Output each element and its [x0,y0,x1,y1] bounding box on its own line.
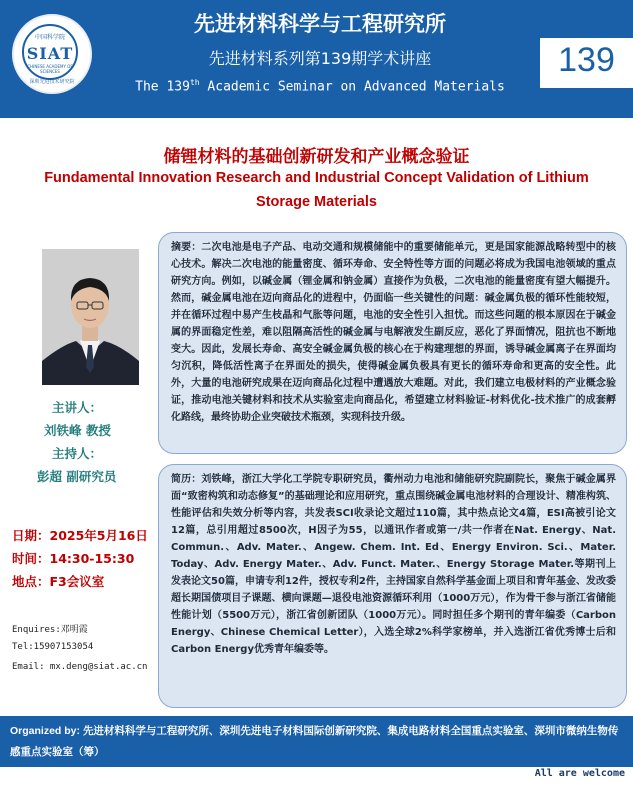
abstract-box [158,232,627,454]
contact-enquires: Enquires:邓明霞 [12,625,88,635]
speaker-photo [42,249,139,385]
logo-name: SIAT [26,44,74,63]
host-label: 主持人： [52,446,103,461]
event-date: 日期：2025年5月16日 [12,528,148,543]
abstract-text: 摘要：二次电池是电子产品、电动交通和规模储能中的重要储能单元，更是国家能源战略转型中的核心技术。解决二次电池的能量密度、循环寿命、安全特性等方面的问题必将成为我国电池领域的重点研究方向。例如，以碱金属（锂金属和钠金属）直接作为负极，二次电池的能量密度有望大幅提升。然而，碱金属电池在迈向商品化的进程中，仍面临一些关键性的问题：碱金属负极的循环性能较短，并在循环过程中易产生枝晶和气胀等问题，电池的安全性引入担忧。而这些问题的根本原因在于碱金属的界面稳定性差，难以阻隔高活性的碱金属与电解液发生副反应，恶化了界面情况，阻抗也不断地变大。因此，发展长寿命、高安全碱金属负极的核心在于构建理想的界面，诱导碱金属离子在界面均匀沉积，降低活性离子在界面处的损失，使得碱金属负极具有更长的循环寿命和更高的安全性。此外，大量的电池研究成果在迈向商品化过程中遭遇放大难题。对此，我们建立电极材料的产业概念验证，推动电池关键材料和技术从实验室走向商品化，希望建立材料验证-材料优化-技术推广的成套孵化路线，最终协助企业突破技术瓶颈，实现科技升级。 [171,242,616,423]
speaker-label: 主讲人： [52,400,103,415]
issue-number-box [540,38,633,88]
english-title: Fundamental Innovation Research and Industrial Concept Validation of Lithium Storage Materials [44,170,589,210]
english-series-title: The 139th Academic Seminar on Advanced Materials [135,78,505,95]
footer-banner [0,716,633,767]
logo-sub-text: CHINESE ACADEMY OF SCIENCES [27,64,73,74]
logo-top-text: 中国科学院 [34,34,65,41]
siat-logo [12,14,92,94]
contact-email: Email: mx.deng@siat.ac.cn [12,662,148,672]
organized-by-label: Organized by: [10,725,83,737]
header-banner [0,0,633,118]
issue-number: 139 [558,41,615,79]
series-title: 先进材料系列第139期学术讲座 [208,49,432,68]
event-time: 时间：14:30-15:30 [12,551,135,566]
speaker-name: 刘铁峰 教授 [44,423,111,438]
contact-tel: Tel:15907153054 [12,642,94,652]
bio-text: 简历：刘铁峰，浙江大学化工学院专职研究员，衢州动力电池和储能研究院副院长，聚焦于碱金属界面“致密构筑和动态修复”的基础理论和应用研究，重点围绕碱金属电池材料的合理设计、精准构筑、性能评估和失效分析等内容，共发表SCI收录论文超过110篇，其中热点论文4篇，ESI高被引论文12篇，总引用超过8500次，H因子为55，以通讯作者或第一/共一作者在Nat. Energy、Nat. Commun.、Adv. Mater.、Angew. Chem. Int. Ed、Energy Environ. Sci.、Mater. Today、Adv. Energy Mater.、Adv. Funct. Mater.、Energy Storage Mater.等期刊上发表论文50篇，申请专利12件，授权专利2件，主持国家自然科学基金面上项目和青年基金、发改委超长期国债项目子课题、横向课题—退役电池资源循环利用（1000万元），作为骨干参与浙江省储能性能计划（5500万元），浙江省创新团队（1000万元）。同时担任多个期刊的青年编委（Carbon Energy、Chinese Chemical Letter），入选全球2%科学家榜单，并入选浙江省优秀博士后和Carbon Energy优秀青年编委等。 [171,474,616,655]
institute-title: 先进材料科学与工程研究所 [194,12,446,36]
chinese-title: 储锂材料的基础创新研发和产业概念验证 [163,147,470,167]
event-place: 地点：F3会议室 [12,574,105,589]
organizers [10,721,620,763]
host-name: 彭超 副研究员 [37,469,117,484]
logo-bottom-text: 深圳先进技术研究院 [29,79,75,85]
welcome-text: All are welcome [534,768,625,779]
bio-box [158,464,627,708]
organizer-list: 先进材料科学与工程研究所、深圳先进电子材料国际创新研究院、集成电路材料全国重点实验室、深圳市微纳生物传感重点实验室（筹） [10,725,619,758]
